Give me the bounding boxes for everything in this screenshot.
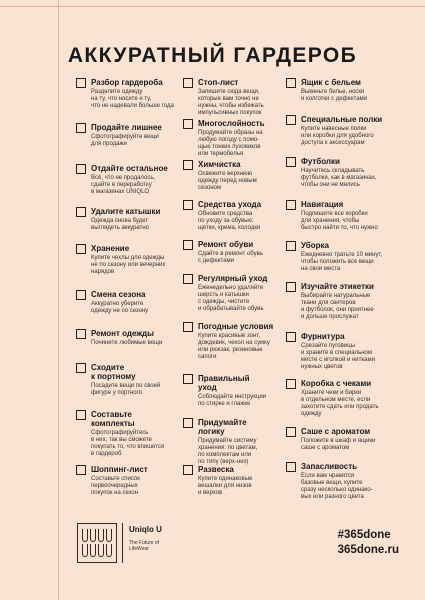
checklist-item[interactable] xyxy=(286,241,406,273)
checklist-item-title: Многослойность xyxy=(198,119,265,128)
checklist-item-description: Соблюдайте инструкции по стирке и глажке xyxy=(198,394,267,407)
checklist-item-title: Ящик с бельем xyxy=(301,78,361,87)
checklist-item[interactable] xyxy=(76,123,196,148)
checklist-item-description: Почините любимые вещи xyxy=(91,340,163,346)
checklist-item-title: Составьте комплекты xyxy=(91,410,135,428)
checklist-item-description: Сфотографируйтесь в них, так вы сможете покупать то, что впишется в гардероб xyxy=(91,430,165,457)
checklist-item[interactable] xyxy=(76,207,196,232)
checklist-item[interactable] xyxy=(286,78,406,103)
checklist-item-description: Подпишите все коробки для хранения, чтобы быстро найти то, что нужно xyxy=(301,211,378,231)
checkbox[interactable] xyxy=(76,123,86,133)
checklist-item[interactable] xyxy=(183,160,303,192)
checklist-item-title: Продайте лишнее xyxy=(91,123,162,132)
checkbox[interactable] xyxy=(183,200,193,210)
checklist-item[interactable] xyxy=(76,329,196,347)
page-title: АККУРАТНЫЙ ГАРДЕРОБ xyxy=(67,44,358,67)
checklist-item[interactable] xyxy=(183,78,303,117)
checklist-item-title: Стоп-лист xyxy=(198,78,239,87)
checklist-item-description: Если вам нравятся базовые вещи, купите сразу несколько одинако- вых или разного цвета xyxy=(301,473,373,500)
checklist-item-description: Научитесь складывать футболки, как в магазинах, чтобы они не мялись xyxy=(301,168,377,188)
checkbox[interactable] xyxy=(286,241,296,251)
checklist-item-title: Развеска xyxy=(198,465,234,474)
checklist-item[interactable] xyxy=(76,164,196,196)
checklist-item-title: Смена сезона xyxy=(91,290,146,299)
checkbox[interactable] xyxy=(76,363,86,373)
checkbox[interactable] xyxy=(286,427,296,437)
checklist-item[interactable] xyxy=(286,115,406,147)
hashtag-block xyxy=(338,528,399,558)
checkbox[interactable] xyxy=(183,160,193,170)
checklist-item-title: Разбор гардероба xyxy=(91,78,163,87)
checklist-item-title: Погодные условия xyxy=(198,322,274,331)
checkbox[interactable] xyxy=(183,240,193,250)
checklist-item-title: Шоппинг-лист xyxy=(91,465,148,474)
checklist-item-title: Средства ухода xyxy=(198,200,262,209)
checkbox[interactable] xyxy=(76,465,86,475)
checklist-item[interactable] xyxy=(76,465,196,497)
checklist-item-title: Изучайте этикетки xyxy=(301,282,374,291)
checklist-item[interactable] xyxy=(286,200,406,232)
checkbox[interactable] xyxy=(286,332,296,342)
checkbox[interactable] xyxy=(286,157,296,167)
checklist-item-title: Химчистка xyxy=(198,160,241,169)
checklist-item-title: Запасливость xyxy=(301,462,358,471)
checkbox[interactable] xyxy=(183,374,193,384)
checkbox[interactable] xyxy=(286,379,296,389)
checklist-item[interactable] xyxy=(76,363,196,397)
brand-block xyxy=(122,523,168,563)
checkbox[interactable] xyxy=(183,274,193,284)
checklist-item[interactable] xyxy=(76,244,196,276)
site-link[interactable]: 365done.ru xyxy=(337,544,399,556)
checklist-item-title: Уборка xyxy=(301,241,329,250)
checklist-item[interactable] xyxy=(183,418,303,466)
checklist-item[interactable] xyxy=(286,379,406,418)
checklist-item-description: Сдайте в ремонт обувь с дефектами xyxy=(198,251,263,264)
margin-rule xyxy=(58,0,59,600)
checkbox[interactable] xyxy=(76,244,86,254)
checklist-item[interactable] xyxy=(286,427,406,452)
checklist-item-description: Продумайте образы на любую погоду с помо- щью тонких пуховиков или термобелья xyxy=(198,130,263,157)
uniqlo-u-logo xyxy=(77,523,117,563)
checkbox[interactable] xyxy=(183,465,193,475)
checklist-item[interactable] xyxy=(286,282,406,321)
checklist-item-description: Еженедельно удаляйте шерсть и катышки с одежды, чистите и обрабатывайте обувь xyxy=(198,285,264,312)
top-rule xyxy=(0,6,425,7)
checklist-item[interactable] xyxy=(183,119,303,158)
checklist-item-description: Купите одинаковые вешалки для низов и верхов xyxy=(198,476,253,496)
checklist-item[interactable] xyxy=(183,274,303,313)
checklist-item-description: Ежедневно тратьте 10 минут, чтобы положить все вещи на свои места xyxy=(301,252,383,272)
checklist-item[interactable] xyxy=(76,290,196,315)
checkbox[interactable] xyxy=(76,329,86,339)
checklist-item[interactable] xyxy=(286,332,406,371)
checklist-item[interactable] xyxy=(76,78,196,110)
checklist-item[interactable] xyxy=(183,374,303,408)
checklist-item-description: Запишите сюда вещи, которые вам точно не нужны, чтобы избежать импульсивных покупок xyxy=(198,89,264,116)
checklist-item-description: Купите чехлы для одежды не по сезону или вечерних нарядов xyxy=(91,255,166,275)
checklist-item-description: Выкиньте белье, носки и колготки с дефектами xyxy=(301,89,368,102)
checkbox[interactable] xyxy=(183,418,193,428)
checkbox[interactable] xyxy=(183,119,193,129)
checklist-item[interactable] xyxy=(286,462,406,501)
checklist-item-title: Навигация xyxy=(301,200,344,209)
checklist-item-title: Ремонт обуви xyxy=(198,240,254,249)
checklist-item-description: Одежда снова будет выглядеть аккуратно xyxy=(91,218,150,231)
checklist-item-title: Футболки xyxy=(301,157,340,166)
checklist-item-title: Отдайте остальное xyxy=(91,164,168,173)
hashtag: #365done xyxy=(337,529,391,541)
checklist-item-description: Разделите одежду на ту, что носите и ту, что не надевали больше года xyxy=(91,89,174,109)
checklist-item-title: Саше с ароматом xyxy=(301,427,371,436)
brand-name: Uniqlo U xyxy=(129,525,162,534)
checklist-item-description: Придумайте систему хранения: по цветам, по комплектам или по типу (верх-низ) xyxy=(198,438,258,465)
checklist-item-description: Обновите средства по уходу за обувью: щетки, крема, колодки xyxy=(198,211,261,231)
checkbox[interactable] xyxy=(286,115,296,125)
checklist-item-description: Храните чеки и бирки в отдельном месте, если захотите сдать или продать одежду xyxy=(301,390,379,417)
brand-tagline: The Future of LifeWear xyxy=(129,540,160,552)
checkbox[interactable] xyxy=(183,78,193,88)
checklist-item[interactable] xyxy=(76,410,196,458)
checklist-item-description: Положите в шкаф и ящики саше с ароматом xyxy=(301,438,376,451)
checkbox[interactable] xyxy=(76,78,86,88)
checklist-item-description: Освежите верхнюю одежду перед новым сезоном xyxy=(198,171,257,191)
checklist-item-title: Специальные полки xyxy=(301,115,383,124)
checklist-item-description: Посадите вещи по своей фигуре у портного xyxy=(91,383,161,396)
checkbox[interactable] xyxy=(76,290,86,300)
checklist-item[interactable] xyxy=(183,200,303,232)
checkbox[interactable] xyxy=(286,78,296,88)
checklist-item[interactable] xyxy=(183,322,303,361)
checklist-item-title: Хранение xyxy=(91,244,130,253)
checklist-item-title: Сходите к портному xyxy=(91,363,136,381)
checklist-item-title: Фурнитура xyxy=(301,332,345,341)
checkbox[interactable] xyxy=(286,462,296,472)
checklist-item-title: Ремонт одежды xyxy=(91,329,154,338)
checklist-item-description: Купите навесные полки или коробки для удобного доступа к аксессуарам xyxy=(301,126,374,146)
checkbox[interactable] xyxy=(76,164,86,174)
checkbox[interactable] xyxy=(183,322,193,332)
checkbox[interactable] xyxy=(76,410,86,420)
checklist-item-description: Сфотографируйте вещи для продажи xyxy=(91,134,159,147)
checklist-item-title: Правильный уход xyxy=(198,374,250,392)
checklist-item[interactable] xyxy=(183,240,303,265)
checklist-item-title: Регулярный уход xyxy=(198,274,268,283)
checklist-item-title: Придумайте логику xyxy=(198,418,247,436)
checklist-item[interactable] xyxy=(183,465,303,497)
checklist-item-title: Коробка с чеками xyxy=(301,379,372,388)
checkbox[interactable] xyxy=(286,282,296,292)
checkbox[interactable] xyxy=(76,207,86,217)
checklist-item[interactable] xyxy=(286,157,406,189)
checklist-item-description: Купите красивые зонт, дождевик, чехол на сумку или рюкзак, резиновые сапоги xyxy=(198,333,270,360)
checklist-item-title: Удалите катышки xyxy=(91,207,161,216)
checklist-item-description: Выбирайте натуральные ткани для свитеров и футболок, они приятнее и дольше прослужат xyxy=(301,293,374,320)
checkbox[interactable] xyxy=(286,200,296,210)
checklist-item-description: Срезайте пуговицы и храните в специальном месте с иголкой и нитками нужных цветов xyxy=(301,343,375,370)
checklist-item-description: Всё, что не продалось, сдайте в переработку в магазинах UNIQLO xyxy=(91,175,156,195)
checklist-item-description: Аккуратно уберите одежду не по сезону xyxy=(91,301,149,314)
checklist-item-description: Составьте список первоочередных покупок на сезон xyxy=(91,476,140,496)
